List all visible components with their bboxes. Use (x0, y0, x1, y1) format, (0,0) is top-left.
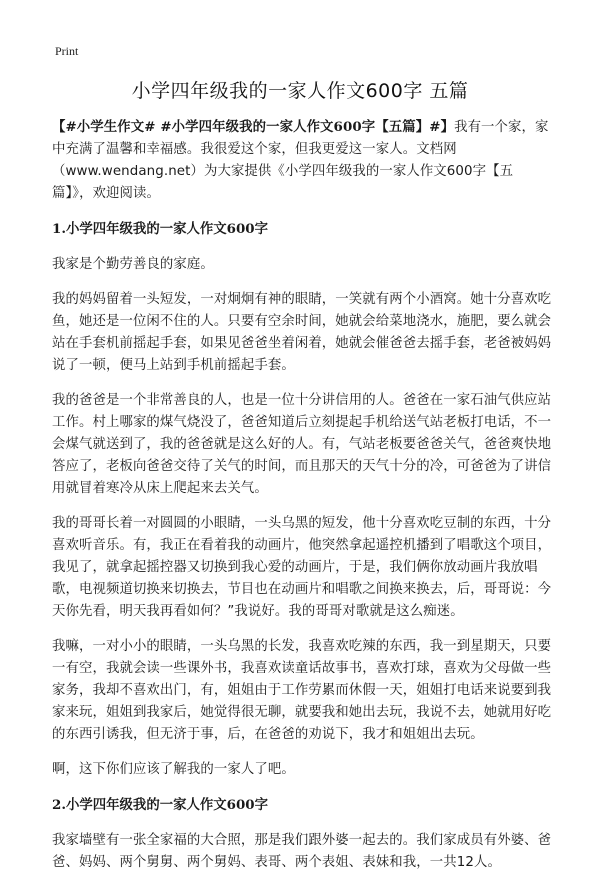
intro-paragraph (52, 116, 552, 205)
section-1-paragraph-4: 我的哥哥长着一对圆圆的小眼睛，一头乌黑的短发，他十分喜欢吃豆制的东西，十分喜欢听音乐。有，我正在看着我的动画片，他突然拿起遥控机播到了唱歌这个项目，我见了，就拿起摇控器又切换到我心爱的动画片，于是，我们俩你放动画片我放唱歌，电视频道切换来切换去，节目也在动画片和唱歌之间换来换去，后，哥哥说：今天你先看，明天我再看如何？”我说好。我的哥哥对歌就是这么痴迷。 (52, 516, 552, 619)
section-1-paragraph-3: 我的爸爸是一个非常善良的人，也是一位十分讲信用的人。爸爸在一家石油气供应站工作。村上哪家的煤气烧没了，爸爸知道后立刻提起手机给送气站老板打电话，不一会煤气就送到了，我的爸爸就是这么好的人。有，气站老板要爸爸关气，爸爸爽快地答应了，老板向爸爸交待了关气的时间，而且那天的天气十分的冷，可爸爸为了讲信用就冒着寒冷从床上爬起来去关气。 (52, 393, 552, 496)
section-1-paragraph-5: 我嘛，一对小小的眼睛，一头乌黑的长发，我喜欢吃辣的东西，我一到星期天，只要一有空，我就会读一些课外书，我喜欢读童话故事书，喜欢打球，喜欢为父母做一些家务，我却不喜欢出门，有，姐姐由于工作劳累而休假一天，姐姐打电话来说要到我家来玩，姐姐到我家后，她觉得很无聊，就要我和她出去玩，我说不去，她就用好吃的东西引诱我，但无济于事，后，在爸爸的劝说下，我才和姐姐出去玩。 (52, 639, 552, 742)
page-title: 小学四年级我的一家人作文600字 五篇 (131, 80, 469, 102)
section-2-paragraph-1: 我家墙壁有一张全家福的大合照，那是我们跟外婆一起去的。我们家成员有外婆、爸爸、妈妈、两个舅舅、两个舅妈、表哥、两个表姐、表妹和我，一共12人。 (52, 833, 552, 870)
section-1-paragraph-6: 啊，这下你们应该了解我的一家人了吧。 (52, 762, 295, 777)
section-1-paragraph-2: 我的妈妈留着一头短发，一对炯炯有神的眼睛，一笑就有两个小酒窝。她十分喜欢吃鱼，她还是一位闲不住的人。只要有空余时间，她就会给菜地浇水，施肥，要么就会站在手套机前摇起手套，如果见爸爸坐着闲着，她就会催爸爸去摇手套，老爸被妈妈说了一顿，便马上站到手机前摇起手套。 (52, 292, 552, 373)
print-label: Print (55, 44, 79, 58)
section-heading-2: 2.小学四年级我的一家人作文600字 (52, 797, 269, 813)
intro-lead: 【#小学生作文# #小学四年级我的一家人作文600字【五篇】#】 (52, 119, 455, 135)
intro-text: 我有一个家，家中充满了温馨和幸福感。我很爱这个家，但我更爱这一家人。文档网（www.wendang.net）为大家提供《小学四年级我的一家人作文600字【五篇】》，欢迎阅读。 (52, 120, 549, 201)
document-body (52, 116, 552, 887)
section-heading-1: 1.小学四年级我的一家人作文600字 (52, 221, 269, 237)
section-1-paragraph-1: 我家是个勤劳善良的家庭。 (52, 257, 214, 272)
